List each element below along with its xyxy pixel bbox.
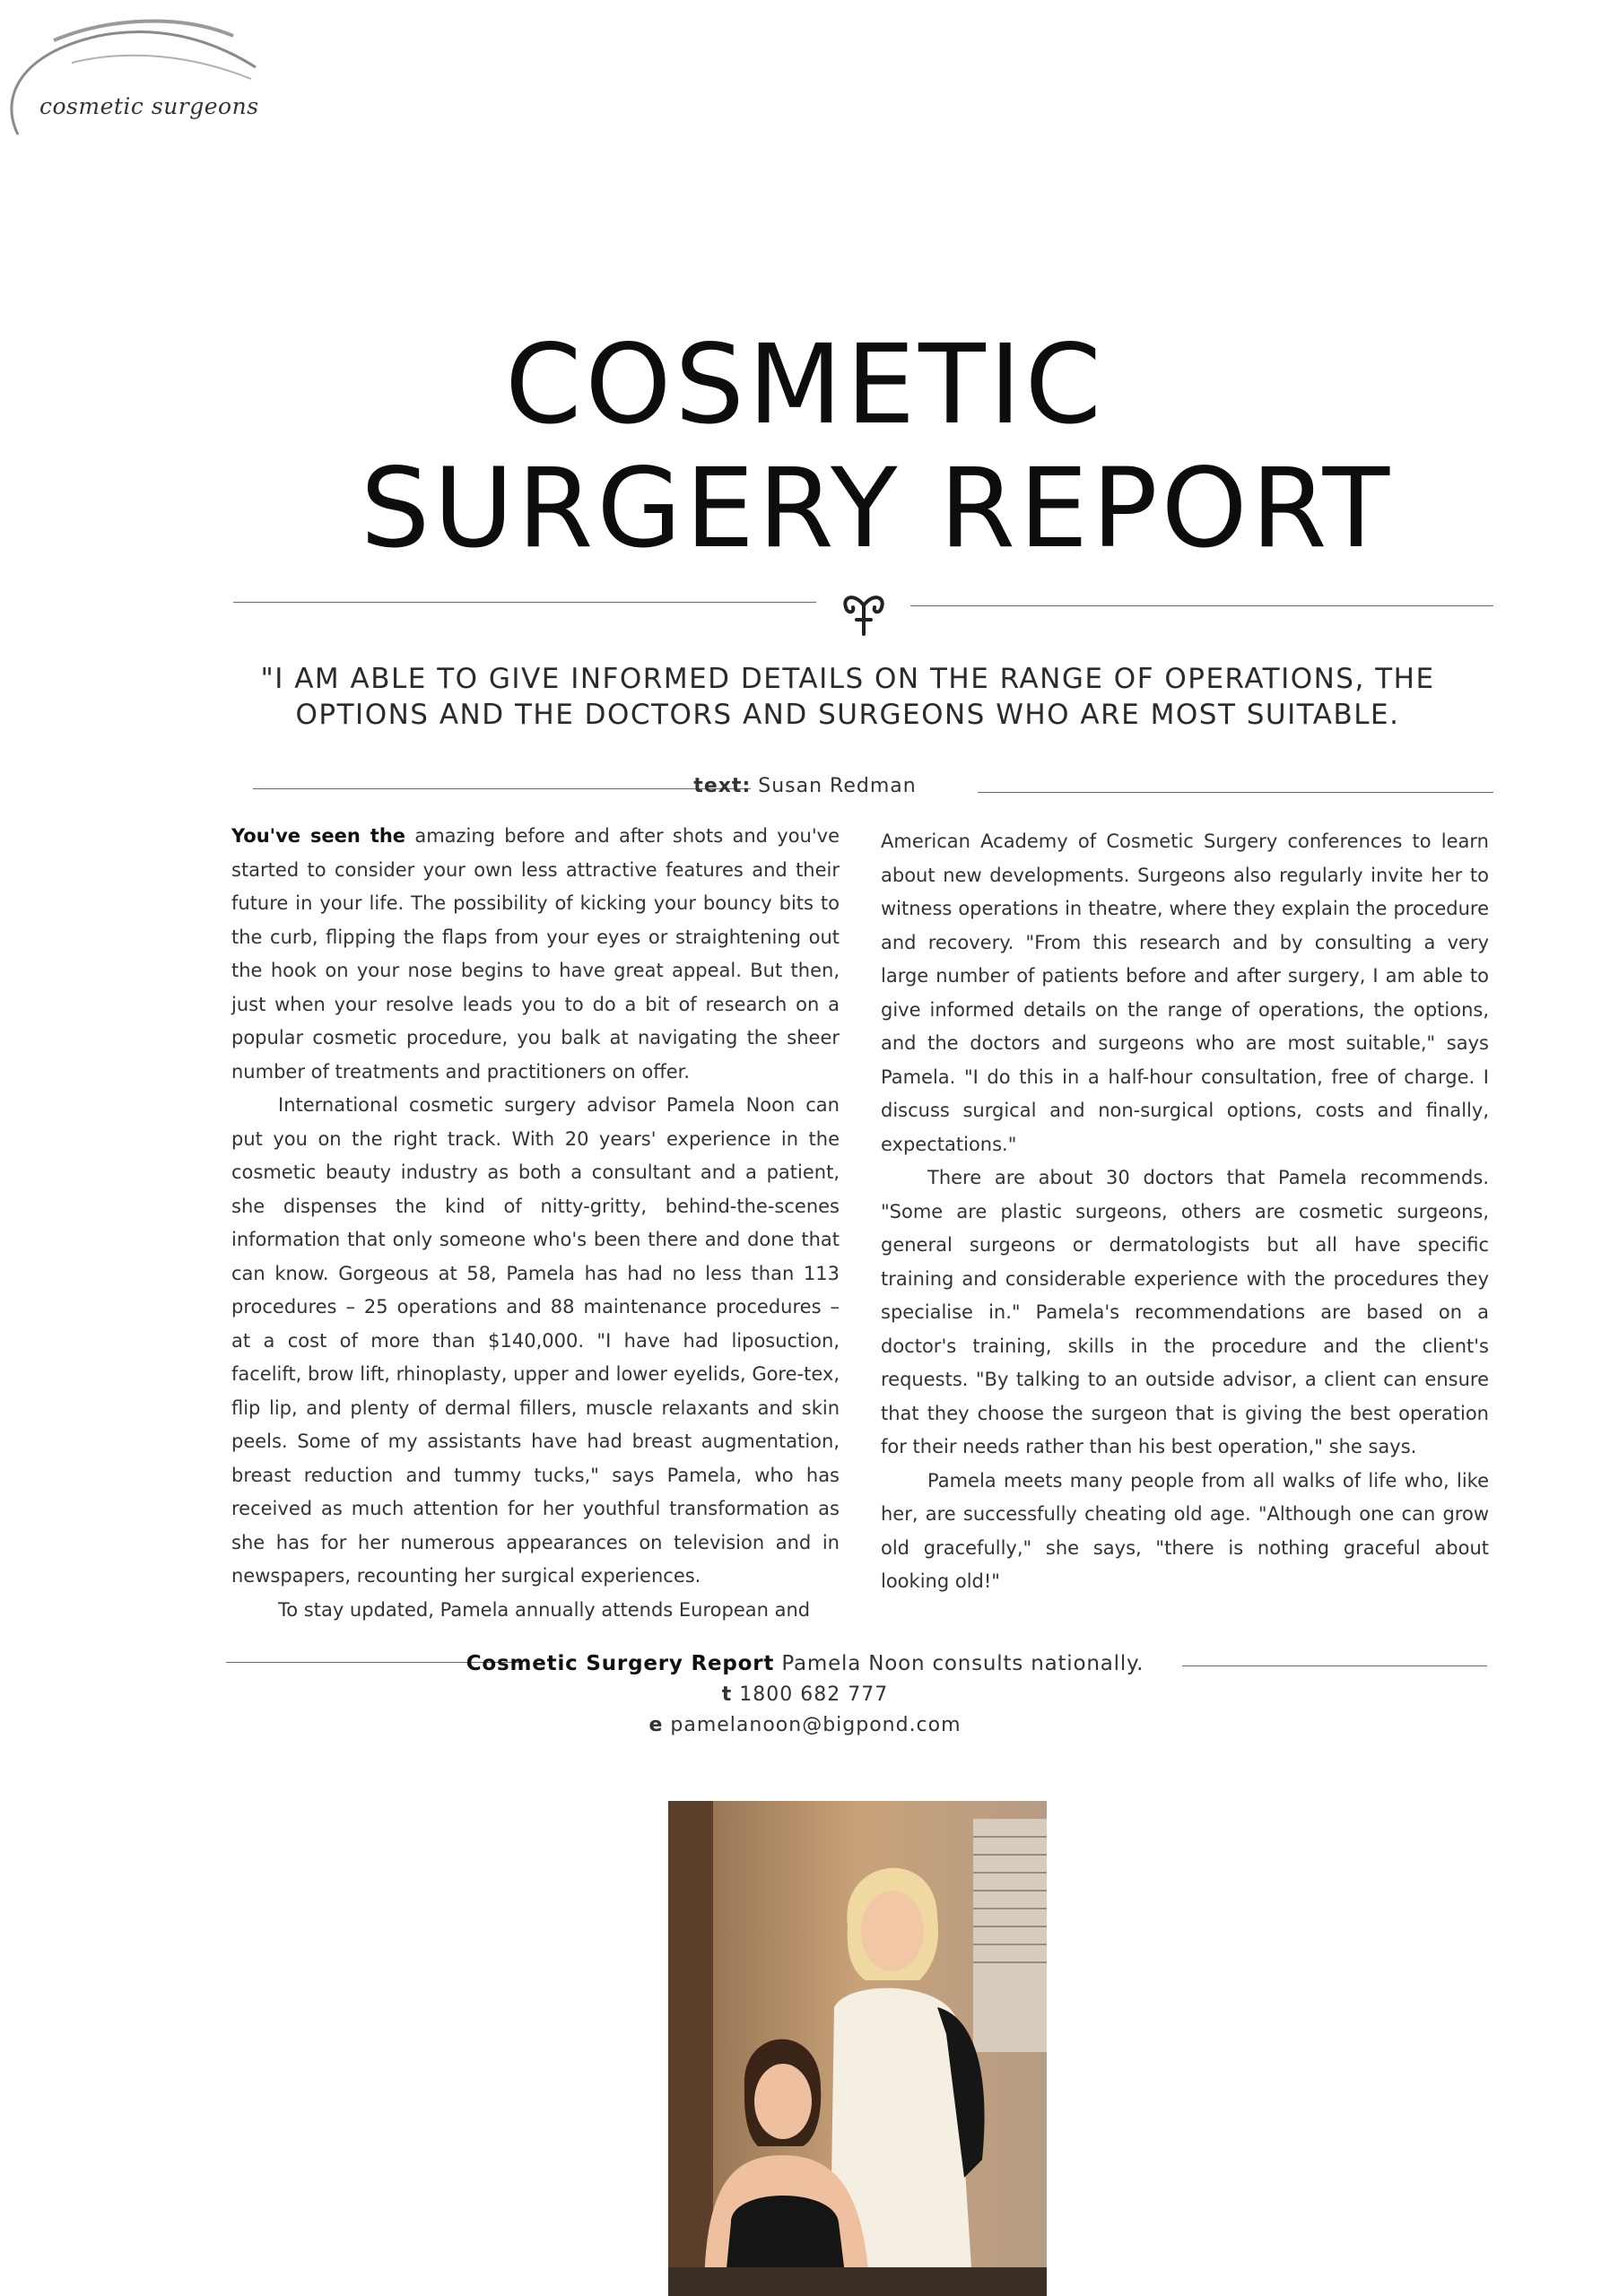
footer-phone: t 1800 682 777 [721,1683,889,1706]
section-label: cosmetic surgeons [39,93,259,119]
byline-rule-right [978,792,1493,793]
article-column-left [231,820,840,1627]
lead-in: You've seen the [231,825,406,847]
byline-author: Susan Redman [758,775,917,797]
ornament-icon [839,587,889,638]
footer-credit [0,1652,1610,1675]
title-line-2: SURGERY REPORT [360,445,1394,572]
article-paragraph-2: International cosmetic surgery advisor Pamela Noon can put you on the right track. With 20 years' experience in the cosmetic beauty industry as both a consultant and a patient, she dispenses the kind of nitty-gritty, behind-the-scenes information that only someone who's been there and done that can know. Gorgeous at 58, Pamela has had no less than 113 procedures – 25 operations and 88 maintenance procedures – at a cost of more than $140,000. "I have had liposuction, facelift, brow lift, rhinoplasty, upper and lower eyelids, Gore-tex, flip lip, and plenty of dermal fillers, muscle relaxants and skin peels. Some of my assistants have had breast augmentation, breast reduction and tummy tucks," says Pamela, who has received as much attention for her youthful transformation as she has for her numerous appearances on television and in newspapers, recounting her surgical experiences. [231,1094,840,1587]
footer-tagline: Pamela Noon consults nationally. [781,1652,1144,1675]
divider-right [910,605,1493,606]
email-address: pamelanoon@bigpond.com [670,1714,962,1736]
magazine-logo [0,0,269,157]
article-paragraph-4: There are about 30 doctors that Pamela recommends. "Some are plastic surgeons, others are cosmetic surgeons, general surgeons or dermatologists but all have specific training and considerable experience with the procedures they specialise in." Pamela's recommendations are based on a doctor's training, skills in the procedure and the client's requests. "By talking to an outside advisor, a client can ensure that they choose the surgeon that is giving the best operation for their needs rather than his best operation," she says. [881,1167,1489,1457]
article-paragraph-5: Pamela meets many people from all walks of life who, like her, are successfully cheating old age. "Although one can grow old gracefully," she says, "there is nothing graceful about looking old!" [881,1469,1489,1592]
article-paragraph-3: To stay updated, Pamela annually attends European and [278,1598,811,1621]
divider-left [233,602,816,603]
footer-title: Cosmetic Surgery Report [466,1652,775,1675]
pull-quote: "I AM ABLE TO GIVE INFORMED DETAILS ON THE RANGE OF OPERATIONS, THE OPTIONS AND THE DOCTORS AND SURGEONS WHO ARE MOST SUITABLE. [260,663,1435,731]
portrait-photo [668,1801,1047,2296]
footer-email: e pamelanoon@bigpond.com [648,1714,962,1736]
article-paragraph-1: You've seen the amazing before and after shots and you've started to consider your own less attractive features and their future in your life. The possibility of kicking your bouncy bits to the curb, flipping the flaps from your eyes or straightening out the hook on your nose begins to have great appeal. But then, just when your resolve leads you to do a bit of research on a popular cosmetic procedure, you balk at navigating the sheer number of treatments and practitioners on offer. [231,825,840,1083]
phone-number: 1800 682 777 [739,1683,889,1706]
footer-rule-right [1182,1665,1487,1666]
article-paragraph-3-continued: American Academy of Cosmetic Surgery conferences to learn about new developments. Surgeons also regularly invite her to witness operations in theatre, where they explain the procedure and recovery. "From this research and by consulting a very large number of patients before and after surgery, I am able to give informed details on the range of operations, the options, and the doctors and surgeons who are most suitable," says Pamela. "I do this in a half-hour consultation, free of charge. I discuss surgical and non-surgical options, costs and finally, expectations." [881,831,1489,1155]
byline-label: text: [693,775,752,797]
page-title [0,323,1610,570]
byline [0,775,1610,797]
article-column-right [881,825,1489,1599]
title-line-1: COSMETIC [505,321,1105,448]
